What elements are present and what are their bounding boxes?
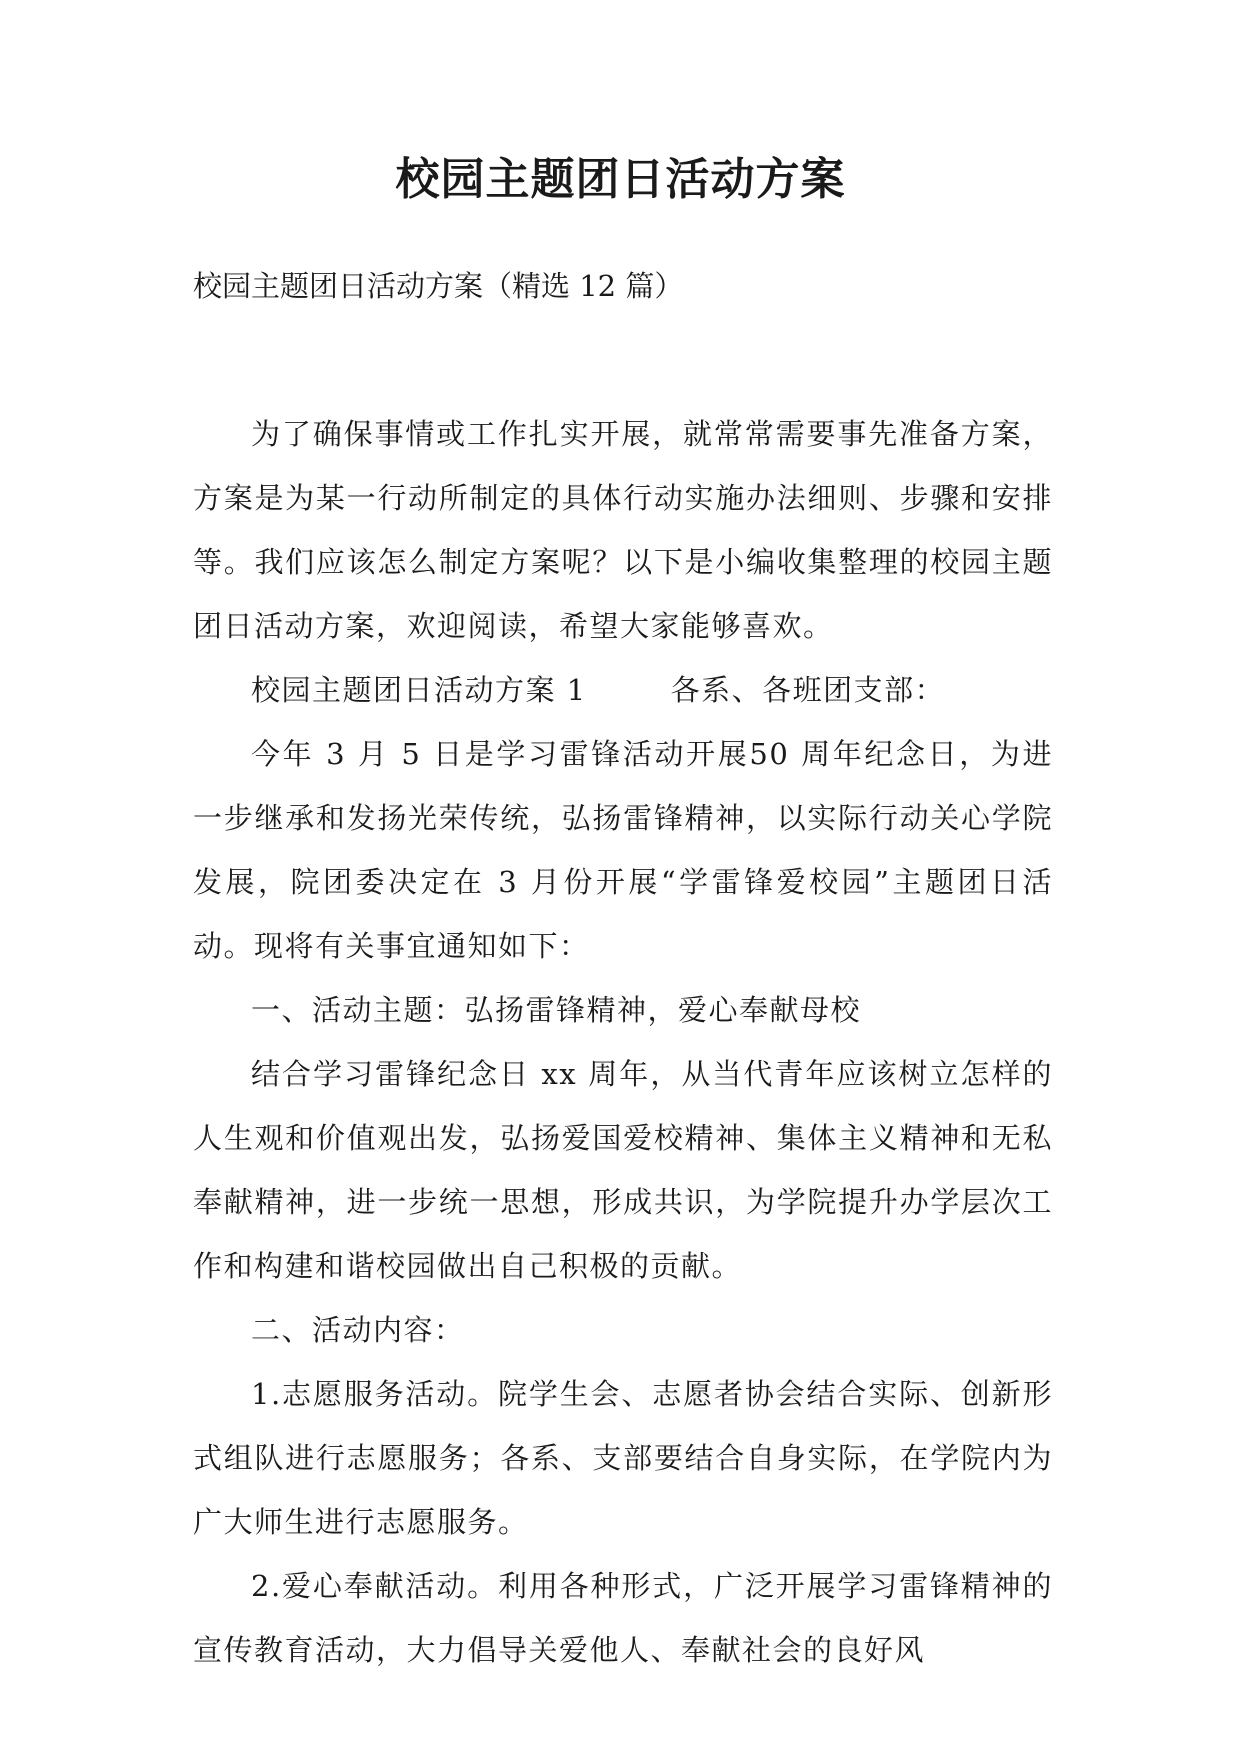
- intro-paragraph: 为了确保事情或工作扎实开展，就常常需要事先准备方案，方案是为某一行动所制定的具体行动实施办法细则、步骤和安排等。我们应该怎么制定方案呢？以下是小编收集整理的校园主题团日活动方案，欢迎阅读，希望大家能够喜欢。: [193, 417, 1053, 643]
- section-heading: 校园主题团日活动方案 1: [251, 673, 587, 707]
- theme-paragraph: 结合学习雷锋纪念日 xx 周年，从当代青年应该树立怎样的人生观和价值观出发，弘扬爱国爱校精神、集体主义精神和无私奉献精神，进一步统一思想，形成共识，为学院提升办学层次工作和构建和谐校园做出自己积极的贡献。: [193, 1057, 1053, 1283]
- section-heading-line: [193, 658, 1053, 722]
- notice-paragraph: 今年 3 月 5 日是学习雷锋活动开展50 周年纪念日，为进一步继承和发扬光荣传统，弘扬雷锋精神，以实际行动关心学院发展，院团委决定在 3 月份开展“学雷锋爱校园”主题团日活动。现将有关事宜通知如下：: [193, 737, 1053, 963]
- document-body: [193, 402, 1053, 1682]
- content-item-2: 2.爱心奉献活动。利用各种形式，广泛开展学习雷锋精神的宣传教育活动，大力倡导关爱他人、奉献社会的良好风: [193, 1569, 1053, 1667]
- document-title: 校园主题团日活动方案: [395, 154, 846, 205]
- content-heading: 二、活动内容：: [251, 1313, 465, 1347]
- addressee: 各系、各班团支部：: [670, 673, 946, 707]
- document-subtitle: 校园主题团日活动方案（精选 12 篇）: [193, 269, 684, 303]
- content-item-1: 1.志愿服务活动。院学生会、志愿者协会结合实际、创新形式组队进行志愿服务；各系、支部要结合自身实际，在学院内为广大师生进行志愿服务。: [193, 1377, 1053, 1539]
- theme-heading: 一、活动主题：弘扬雷锋精神，爱心奉献母校: [251, 993, 862, 1027]
